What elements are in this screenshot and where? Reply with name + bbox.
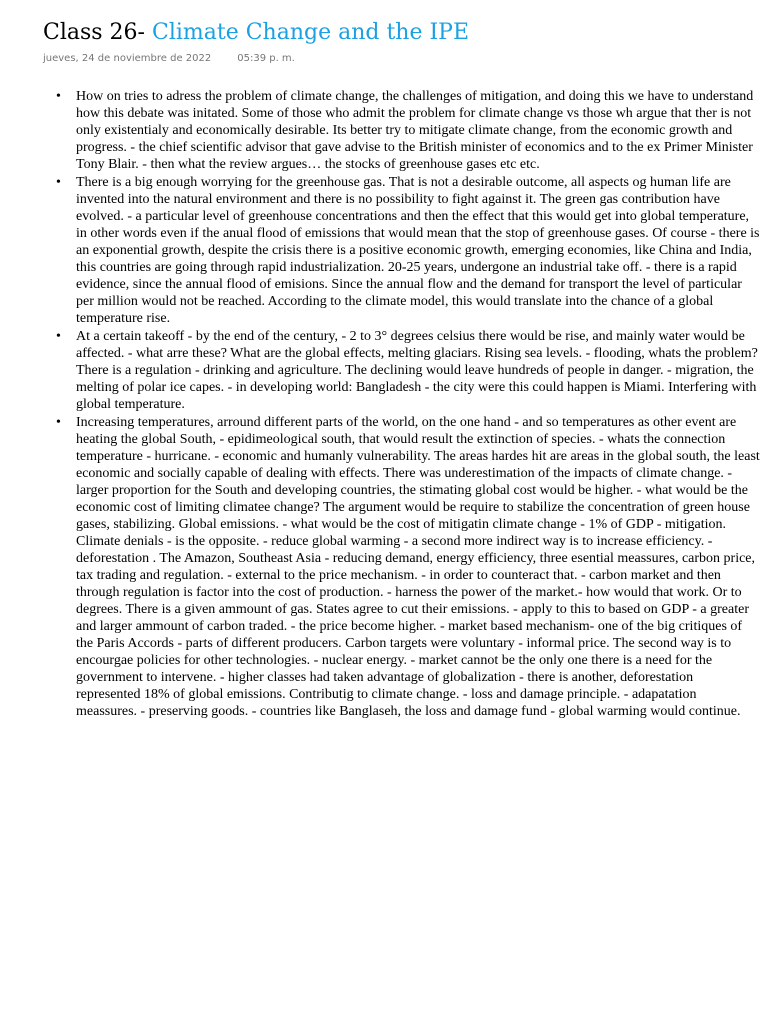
bullet-icon [56,328,66,345]
page-title-topic: Climate Change and the IPE [151,20,470,45]
note-bullet-item[interactable] [56,328,761,413]
note-bullet-list [56,88,761,721]
note-bullet-text: How on tries to adress the problem of climate change, the challenges of mitigation, and doing this we have to understand how this debate was initated. Some of those who admit the problem for climate change vs those wh argue that ther is not only existentialy and economically desirable. Its better try to mitigate climate change, from the economic growth and progress. - the chief scientific advisor that gave advise to the British minister of economics and to the ex Primer Minister Tony Blair. - then what the review argues… the stocks of greenhouse gases etc etc. [76,89,754,172]
page-title-prefix: Class 26- [43,20,152,45]
note-bullet-item[interactable] [56,88,761,173]
note-bullet-item[interactable] [56,174,761,327]
note-bullet-text: At a certain takeoff - by the end of the century, - 2 to 3° degrees celsius there would be rise, and mainly water would be affected. - what arre these? What are the global effects, melting glaciars. Rising sea levels. - flooding, whats the problem? There is a regulation - drinking and agriculture. The declining would leave hundreds of people in danger. - migration, the melting of polar ice capes. - in developing world: Bangladesh - the city were this could happen is Miami. Interfering with global temperature. [76,329,758,412]
note-bullet-text: Increasing temperatures, arround different parts of the world, on the one hand - and so temperatures as other event are heating the global South, - epidimeological south, that would result the extinction of species. - whats the connection temperature - hurricane. - economic and humanly vulnerability. The areas hardes hit are areas in the global south, the least economic and socially capable of dealing with effects. There was underestimation of the impacts of climate change. - larger proportion for the South and developing countries, the stimating global cost would be higher. - what would be the economic cost of limiting climatee change? The argument would be require to stabilize the concentration of green house gases, stabilizing. Global emissions. - what would be the cost of mitigatin climate change - 1% of GDP - mitigation. Climate denials - is the opposite. - reduce global warming - a second more indirect way is to increase efficiency. - deforestation . The Amazon, Southeast Asia - reducing demand, energy efficiency, three esential meassures, carbon price, tax trading and regulation. - external to the price mechanism. - in order to counteract that. - carbon market and then through regulation is factor into the cost of production. - harness the power of the market.- how would that work. Or to degrees. There is a given ammount of gas. States agree to cut their emissions. - apply to this to based on GDP - a greater and larger ammount of carbon traded. - the price become higher. - market based mechanism- one of the big critiques of the Paris Accords - parts of different producers. Carbon targets were voluntary - informal price. The second way is to encourgae policies for other technologies. - nuclear energy. - market cannot be the only one there is a need for the government to intervene. - higher classes had taken advantage of globalization - there is another, deforestation represented 18% of global emissions. Contributig to climate change. - loss and damage principle. - adapatation meassures. - preserving goods. - countries like Banglaseh, the loss and damage fund - global warming would continue. [76,415,760,719]
bullet-icon [56,88,66,105]
bullet-icon [56,174,66,191]
note-metadata [43,52,295,66]
note-time: 05:39 p. m. [237,53,295,64]
note-bullet-text: There is a big enough worrying for the greenhouse gas. That is not a desirable outcome, all aspects og human life are invented into the natural environment and there is no possibility to fight against it. The green gas contribution have evolved. - a particular level of greenhouse concentrations and then the effect that this would get into global temperature, in other words even if the anual flood of emissions that would mean that the stop of greenhouse gases. Of course - there is an exponential growth, despite the crisis there is a positive economic growth, emerging economies, like China and India, this countries are going through rapid industrialization. 20-25 years, undergone an industrial take off. - there is a rapid evidence, since the annual flood of emisions. Since the annual flow and the demand for transport the level of particular per million would not be reached. According to the climate model, this would translate into the chance of a global temperature rise. [76,175,760,326]
note-date: jueves, 24 de noviembre de 2022 [43,53,212,64]
bullet-icon [56,414,66,431]
note-bullet-item[interactable] [56,414,761,720]
page-title[interactable] [43,17,469,49]
